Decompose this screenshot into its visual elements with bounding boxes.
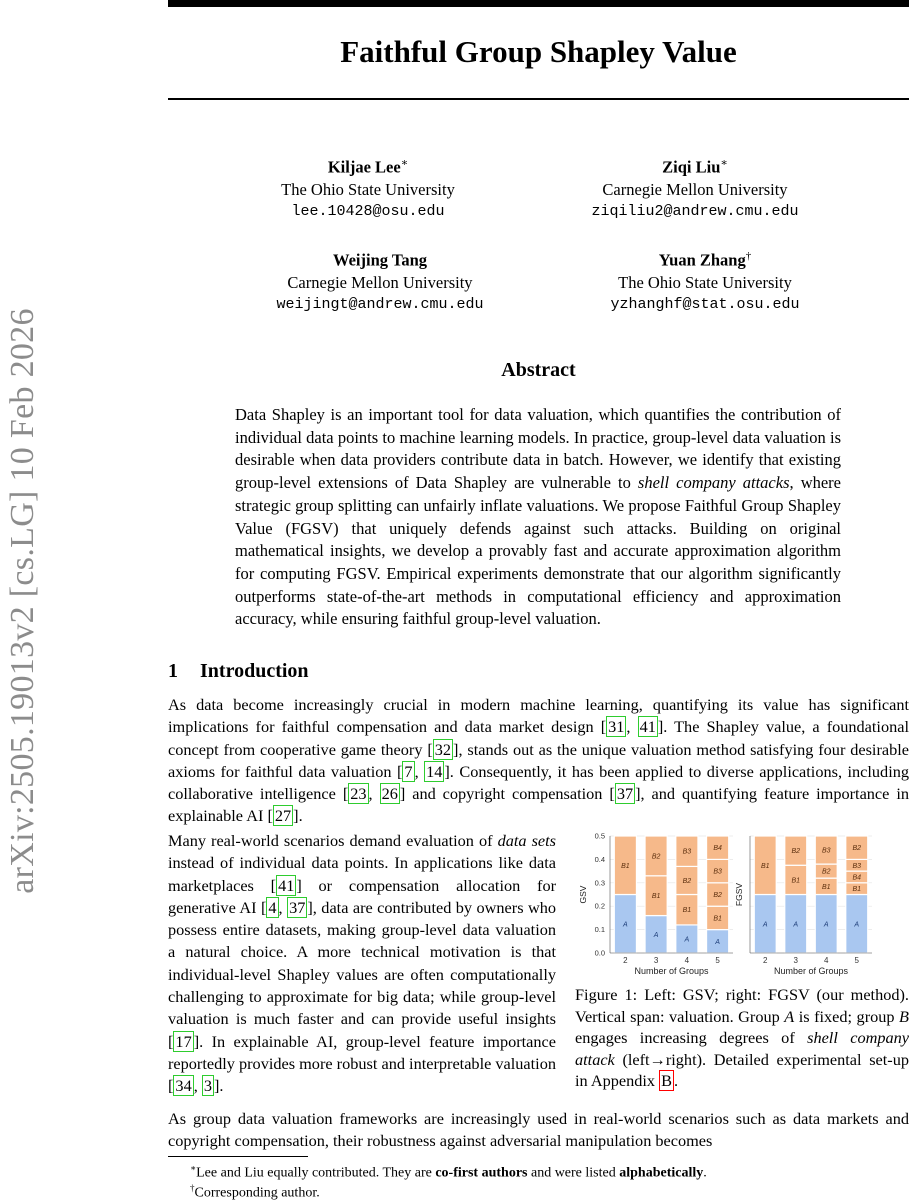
y-axis-label: FGSV (734, 882, 744, 907)
x-tick-label: 4 (684, 956, 690, 965)
chart-panel-gsv (578, 832, 733, 977)
x-tick-label: 5 (715, 956, 720, 965)
author-affiliation: The Ohio State University (281, 179, 455, 199)
segment-label: B2 (651, 853, 661, 861)
citation-link[interactable]: 17 (175, 1031, 192, 1051)
x-tick-label: 2 (623, 956, 628, 965)
author-name: Yuan Zhang (658, 250, 746, 270)
abstract-body: Data Shapley is an important tool for data valuation, which quantifies the contribution of individual data points to machine learning models. In practice, group-level data valuation is desirable when data providers contribute data in batch. However, we identify that existing group-level extensions of Data Shapley are vulnerable to shell company attacks, where strategic group splitting can unfairly inflate valuations. We propose Faithful Group Shapley Value (FGSV) that uniquely defends against such attacks. Building on original mathematical insights, we develop a provably fast and accurate approximation algorithm for computing FGSV. Empirical experiments demonstrate that our algorithm significantly outperforms state-of-the-art methods in computational efficiency and approximation accuracy, while ensuring faithful group-level valuation. (235, 405, 841, 629)
author-block-4 (545, 245, 865, 316)
citation-link[interactable]: 7 (404, 761, 413, 781)
x-tick-label: 3 (793, 956, 798, 965)
x-axis-label: Number of Groups (773, 966, 849, 976)
citation-link[interactable]: 14 (426, 761, 443, 781)
citation-link[interactable]: 3 (203, 1076, 212, 1096)
author-name: Kiljae Lee (327, 157, 401, 177)
author-name: Weijing Tang (333, 250, 427, 270)
citation-link[interactable]: 37 (289, 897, 306, 917)
x-tick-label: 2 (763, 956, 768, 965)
x-axis-label: Number of Groups (634, 966, 709, 976)
author-email[interactable]: weijingt@andrew.cmu.edu (276, 295, 484, 313)
segment-label: A (653, 931, 659, 939)
segment-label: B3 (821, 847, 831, 855)
title-bottom-rule (168, 98, 909, 100)
footnote-1: ∗Lee and Liu equally contributed. They are co-first authors and were listed alphabetically. (190, 1163, 707, 1181)
y-tick-label: 0.1 (594, 925, 605, 935)
citation-link[interactable]: 41 (639, 717, 656, 737)
author-name: Ziqi Liu (662, 157, 721, 177)
citation-link[interactable]: 4 (268, 897, 277, 917)
author-block-3 (220, 245, 540, 316)
segment-label: A (684, 936, 690, 944)
segment-label: A (762, 921, 768, 929)
segment-label: B1 (713, 915, 722, 923)
segment-label: A (715, 938, 720, 946)
appendix-link[interactable]: B (661, 1071, 672, 1090)
author-email[interactable]: yzhanghf@stat.osu.edu (610, 295, 800, 313)
chart-panel-fgsv (734, 836, 872, 976)
author-mark: † (745, 250, 752, 262)
y-tick-label: 0.5 (594, 831, 605, 841)
figure-1-charts (574, 828, 909, 980)
citation-link[interactable]: 34 (175, 1076, 192, 1096)
author-mark: ∗ (720, 157, 728, 169)
paper-title: Faithful Group Shapley Value (340, 34, 737, 69)
segment-label: A (623, 921, 628, 929)
x-tick-label: 5 (854, 956, 859, 965)
author-email[interactable]: ziqiliu2@andrew.cmu.edu (591, 202, 799, 220)
citation-link[interactable]: 23 (350, 784, 367, 804)
intro-paragraph-3: As group data valuation frameworks are increasingly used in real-world scenarios such as data markets and copyright compensation, their robustness against adversarial manipulation becomes (168, 1109, 909, 1151)
citation-link[interactable]: 27 (274, 806, 292, 826)
segment-label: B1 (760, 862, 770, 870)
segment-label: B2 (682, 877, 692, 885)
segment-label: B1 (651, 893, 661, 901)
segment-label: B1 (791, 877, 801, 885)
segment-label: B4 (852, 874, 862, 882)
segment-label: B2 (791, 848, 801, 856)
segment-label: B4 (713, 845, 722, 853)
segment-label: B3 (852, 862, 862, 870)
author-affiliation: Carnegie Mellon University (602, 179, 788, 199)
author-mark: ∗ (400, 157, 409, 169)
segment-label: B2 (713, 892, 722, 899)
y-axis-label: GSV (578, 885, 588, 904)
intro-paragraph-1: As data become increasingly crucial in modern machine learning, quantifying its value has significant implications for faithful compensation and data market design [ 31 , 41 ]. The Shapley value, a foundational concept from cooperative game theory [ 32 ], stands out as the unique valuation method satisfying four desirable axioms for faithful data valuation [ 7 , 14 ]. Consequently, it has been applied to diverse applications, including collaborative intelligence [ 23 , 26 ] and copyright compensation [ 37 ], and quantifying feature importance in explainable AI [ 27 ]. (168, 695, 909, 826)
footnote-rule (168, 1156, 308, 1157)
figure-caption: Figure 1: Left: GSV; right: FGSV (our method). Vertical span: valuation. Group A is fixed; group B engages increasing degrees of shell company attack (left→right). Detailed experimental set-up in Appendix B . (575, 985, 909, 1090)
author-email[interactable]: lee.10428@osu.edu (291, 202, 445, 220)
y-tick-label: 0.2 (594, 901, 605, 911)
y-tick-label: 0.3 (594, 878, 605, 888)
citation-link[interactable]: 37 (616, 784, 634, 804)
segment-label: B1 (821, 883, 831, 891)
author-block-1 (208, 152, 528, 223)
citation-link[interactable]: 41 (278, 875, 295, 895)
segment-label: A (823, 921, 829, 929)
segment-label: B1 (621, 862, 630, 870)
author-affiliation: The Ohio State University (618, 272, 792, 292)
intro-paragraph-2: Many real-world scenarios demand evaluation of data sets instead of individual data points. In applications like data marketplaces [ 41 ] or compensation allocation for generative AI [ 4 , 37 ], data are contributed by owners who possess entire datasets, making group-level data valuation a natural choice. A more technical motivation is that individual-level Shapley values are often computationally challenging to approximate for big data; while group-level valuation is much faster and can provide useful insights [ 17 ]. In explainable AI, group-level feature importance reportedly provides more robust and interpretable valuation [ 34 , 3 ]. (168, 831, 557, 1096)
y-tick-label: 0.4 (594, 854, 605, 864)
abstract-heading: Abstract (501, 359, 576, 381)
section-heading: 1 Introduction (168, 660, 309, 682)
author-block-2 (535, 152, 855, 223)
segment-label: B1 (682, 907, 692, 915)
citation-link[interactable]: 26 (381, 784, 398, 804)
segment-label: B3 (682, 848, 692, 856)
author-affiliation: Carnegie Mellon University (287, 272, 473, 292)
citation-link[interactable]: 31 (608, 717, 625, 737)
segment-label: A (854, 921, 860, 929)
segment-label: B1 (852, 886, 862, 894)
x-tick-label: 4 (824, 956, 829, 965)
segment-label: B3 (713, 868, 722, 876)
segment-label: B2 (821, 868, 831, 876)
footnote-2: †Corresponding author. (190, 1183, 320, 1201)
segment-label: A (793, 921, 799, 929)
citation-link[interactable]: 32 (434, 739, 452, 759)
title-top-rule (168, 0, 909, 7)
x-tick-label: 3 (653, 956, 659, 965)
y-tick-label: 0.0 (594, 948, 605, 958)
segment-label: B2 (852, 845, 862, 853)
arxiv-stamp: arXiv:2505.19013v2 [cs.LG] 10 Feb 2026 (4, 308, 41, 894)
